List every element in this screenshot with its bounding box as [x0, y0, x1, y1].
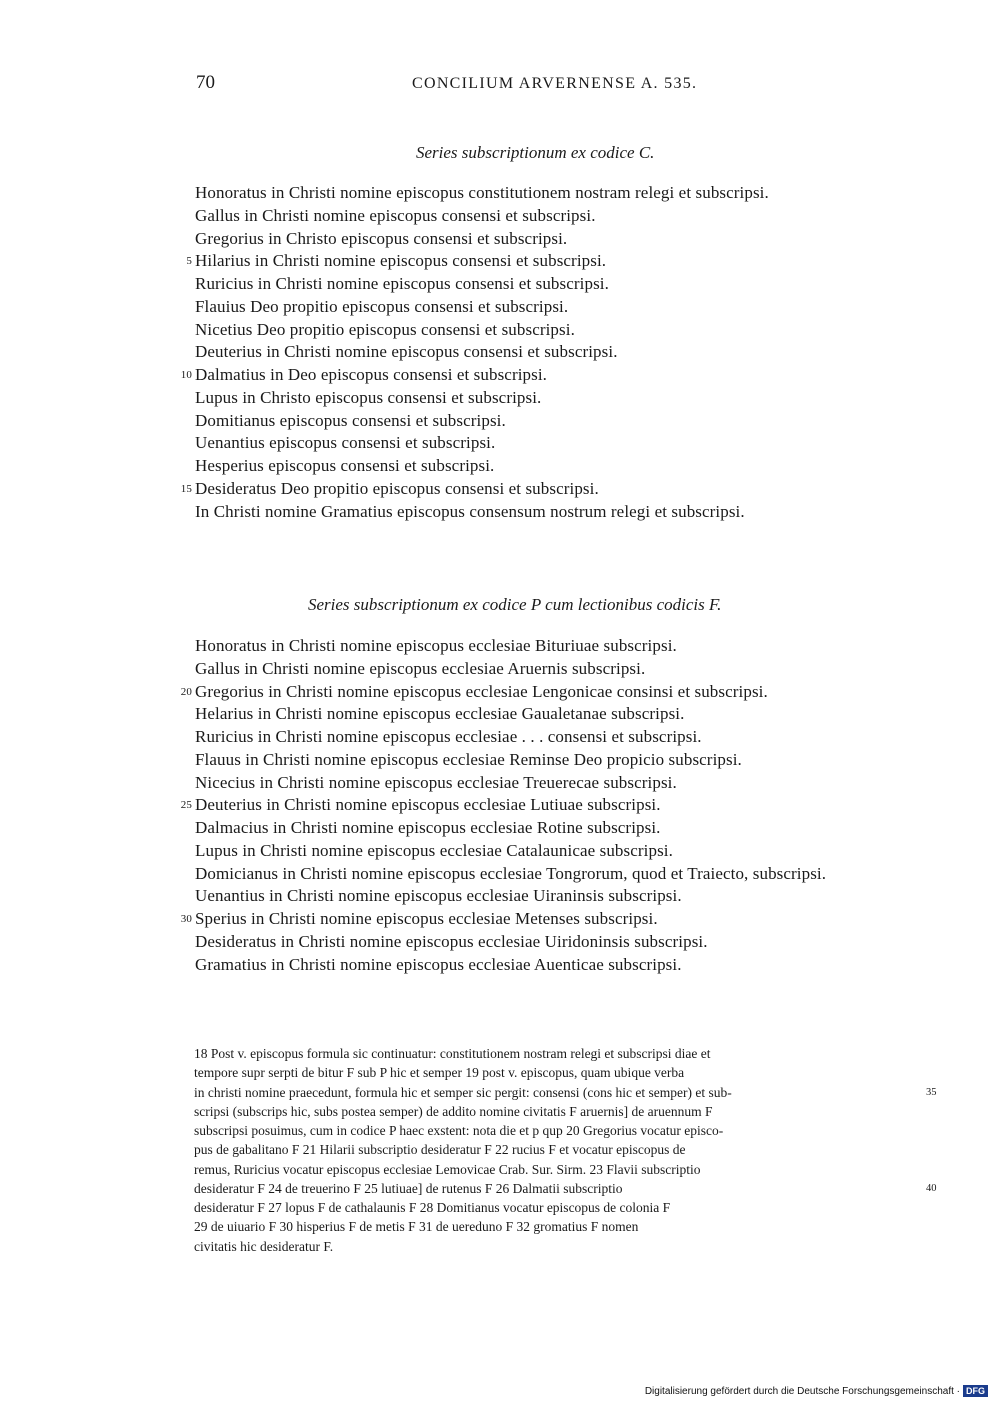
subscription-text: Domitianus episcopus consensi et subscripsi.: [195, 410, 506, 430]
page-number: 70: [196, 72, 215, 93]
subscription-text: Ruricius in Christi nomine episcopus consensi et subscripsi.: [195, 274, 609, 293]
subscription-text: In Christi nomine Gramatius episcopus consensum nostrum relegi et subscripsi.: [195, 501, 745, 521]
subscription-text: Uenantius episcopus consensi et subscripsi.: [195, 433, 496, 453]
apparatus-text: 29 de uiuario F 30 hisperius F de metis F 31 de uereduno F 32 gromatius F nomen: [194, 1219, 639, 1235]
subscription-text: Lupus in Christo episcopus consensi et subscripsi.: [195, 387, 542, 407]
subscription-text: Gregorius in Christo episcopus consensi et subscripsi.: [195, 228, 568, 248]
subscription-line: [180, 364, 935, 387]
subscription-line: [195, 410, 935, 433]
subscription-text: Honoratus in Christi nomine episcopus constitutionem nostram relegi et subscripsi.: [195, 183, 769, 202]
apparatus-line: [194, 1083, 937, 1102]
subscription-line: [195, 703, 935, 726]
subscription-line: [195, 319, 935, 342]
footer-text: Digitalisierung gefördert durch die Deutsche Forschungsgemeinschaft ·: [644, 1385, 960, 1397]
subscription-text: Gramatius in Christi nomine episcopus ecclesiae Auenticae subscripsi.: [195, 954, 682, 974]
subscription-line: [195, 863, 935, 886]
section-title-codex-p: Series subscriptionum ex codice P cum lectionibus codicis F.: [308, 595, 722, 614]
apparatus-line: [194, 1102, 921, 1121]
subscription-line: [195, 455, 935, 478]
apparatus-line: [194, 1140, 921, 1159]
apparatus-line: [194, 1063, 921, 1082]
apparatus-text: subscripsi posuimus, cum in codice P haec exstent: nota die et p qup 20 Gregorius vocatur episco-: [194, 1123, 724, 1138]
subscription-text: Helarius in Christi nomine episcopus ecclesiae Gaualetanae subscripsi.: [195, 704, 685, 724]
subscription-line: [180, 908, 935, 931]
subscription-line: [195, 296, 935, 319]
subscription-line: [195, 885, 935, 908]
subscription-text: Lupus in Christi nomine episcopus ecclesiae Catalaunicae subscripsi.: [195, 840, 673, 860]
line-number: 30: [180, 913, 192, 925]
subscription-text: Nicecius in Christi nomine episcopus ecclesiae Treuerecae subscripsi.: [195, 772, 677, 792]
running-head: CONCILIUM ARVERNENSE A. 535.: [412, 75, 698, 92]
subscription-text: Gallus in Christi nomine episcopus ecclesiae Aruernis subscripsi.: [195, 658, 646, 678]
apparatus-line: [194, 1121, 921, 1140]
subscription-line: [195, 726, 935, 749]
subscription-text: Hesperius episcopus consensi et subscripsi.: [195, 456, 495, 475]
critical-apparatus: [194, 1044, 937, 1256]
subscription-line: [180, 478, 935, 501]
subscription-line: [186, 250, 935, 273]
apparatus-text: desideratur F 27 lopus F de cathalaunis F 28 Domitianus vocatur episcopus de colonia F: [194, 1200, 671, 1215]
subscription-line: [195, 205, 935, 228]
apparatus-text: tempore supr serpti de bitur F sub P hic et semper 19 post v. episcopus, quam ubique verba: [194, 1065, 685, 1081]
subscription-line: [180, 794, 935, 817]
subscription-text: Dalmacius in Christi nomine episcopus ecclesiae Rotine subscripsi.: [195, 818, 661, 837]
subscription-line: [195, 658, 935, 681]
line-number: 15: [180, 482, 192, 495]
subscription-text: Gregorius in Christi nomine episcopus ecclesiae Lengonicae consinsi et subscripsi.: [195, 681, 768, 701]
subscription-text: Flauius Deo propitio episcopus consensi et subscripsi.: [195, 296, 569, 316]
margin-line-number: 35: [926, 1086, 937, 1098]
apparatus-text: civitatis hic desideratur F.: [194, 1238, 334, 1254]
subscription-line: [195, 635, 935, 658]
subscriptions-codex-c: [180, 182, 935, 523]
subscription-line: [195, 387, 935, 410]
subscription-text: Gallus in Christi nomine episcopus consensi et subscripsi.: [195, 205, 596, 225]
apparatus-line: [194, 1198, 921, 1217]
margin-line-number: 40: [926, 1182, 937, 1194]
section-title-codex-c: Series subscriptionum ex codice C.: [416, 143, 655, 162]
apparatus-text: scripsi (subscrips hic, subs postea semper) de addito nomine civitatis F aruernis] de aruennum F: [194, 1103, 713, 1119]
subscription-text: Flauus in Christi nomine episcopus ecclesiae Reminse Deo propicio subscripsi.: [195, 749, 742, 769]
apparatus-text: 18 Post v. episcopus formula sic continuatur: constitutionem nostram relegi et subscripsi diae et: [194, 1046, 711, 1061]
apparatus-text: remus, Ruricius vocatur episcopus ecclesiae Lemovicae Crab. Sur. Sirm. 23 Flavii subscriptio: [194, 1161, 701, 1177]
apparatus-line: [194, 1044, 921, 1063]
subscription-text: Sperius in Christi nomine episcopus ecclesiae Metenses subscripsi.: [195, 909, 658, 928]
subscription-text: Desideratus Deo propitio episcopus consensi et subscripsi.: [195, 478, 599, 498]
subscription-line: [195, 749, 935, 772]
subscription-line: [195, 273, 935, 296]
subscription-text: Dalmatius in Deo episcopus consensi et subscripsi.: [195, 365, 548, 384]
subscription-line: [195, 931, 935, 954]
line-number: 25: [180, 799, 192, 812]
line-number: 20: [180, 685, 192, 698]
apparatus-line: [194, 1179, 937, 1198]
apparatus-text: in christi nomine praecedunt, formula hic et semper sic pergit: consensi (cons hic et semper) et sub-: [194, 1084, 732, 1100]
subscription-line: [195, 182, 935, 205]
subscription-text: Honoratus in Christi nomine episcopus ecclesiae Bituriuae subscripsi.: [195, 636, 677, 655]
subscriptions-codex-p: [180, 635, 935, 976]
subscription-text: Uenantius in Christi nomine episcopus ecclesiae Uiraninsis subscripsi.: [195, 886, 682, 906]
subscription-line: [195, 772, 935, 795]
line-number: 10: [180, 369, 192, 381]
subscription-text: Deuterius in Christi nomine episcopus ecclesiae Lutiuae subscripsi.: [195, 795, 661, 815]
dfg-logo-icon: DFG: [963, 1385, 988, 1397]
apparatus-line: [194, 1217, 921, 1236]
subscription-line: [195, 954, 935, 977]
subscription-line: [195, 341, 935, 364]
footer: [645, 1385, 988, 1397]
subscription-line: [195, 432, 935, 455]
subscription-text: Ruricius in Christi nomine episcopus ecclesiae . . . consensi et subscripsi.: [195, 727, 702, 746]
subscription-line: [180, 681, 935, 704]
line-number: 5: [186, 255, 192, 268]
subscription-line: [195, 228, 935, 251]
subscription-text: Domicianus in Christi nomine episcopus ecclesiae Tongrorum, quod et Traiecto, subscripsi.: [195, 863, 827, 883]
apparatus-line: [194, 1237, 921, 1256]
apparatus-line: [194, 1160, 921, 1179]
apparatus-text: pus de gabalitano F 21 Hilarii subscriptio desideratur F 22 rucius F et vocatur episcopus de: [194, 1142, 686, 1158]
apparatus-text: desideratur F 24 de treuerino F 25 lutiuae] de rutenus F 26 Dalmatii subscriptio: [194, 1180, 623, 1196]
subscription-text: Deuterius in Christi nomine episcopus consensi et subscripsi.: [195, 342, 618, 362]
subscription-line: [195, 817, 935, 840]
subscription-text: Desideratus in Christi nomine episcopus ecclesiae Uiridoninsis subscripsi.: [195, 931, 708, 951]
subscription-line: [195, 840, 935, 863]
subscription-text: Nicetius Deo propitio episcopus consensi et subscripsi.: [195, 319, 575, 339]
subscription-line: [195, 501, 935, 524]
subscription-text: Hilarius in Christi nomine episcopus consensi et subscripsi.: [195, 251, 607, 271]
